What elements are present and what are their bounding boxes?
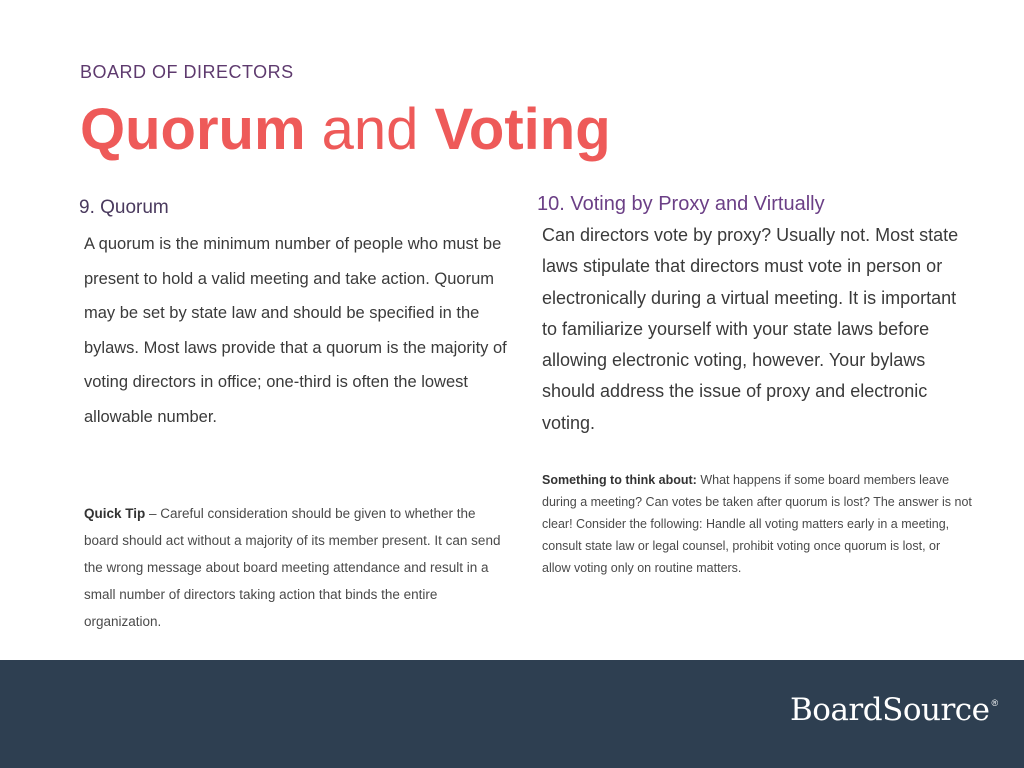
quorum-heading: 9. Quorum (79, 197, 169, 218)
page-title (80, 92, 611, 168)
title-word-and: and (305, 97, 435, 162)
quick-tip-text: – Careful consideration should be given to whether the board should act without a majority of its member present. It can send the wrong message about board meeting attendance and result in a small number of directors taking action that binds the entire organization. (84, 506, 501, 629)
think-about-note (542, 469, 972, 579)
think-about-label: Something to think about: (542, 473, 697, 487)
quorum-body: A quorum is the minimum number of people who must be present to hold a valid meeting and take action. Quorum may be set by state law and should be specified in the bylaws. Most laws provide that a quorum is the majority of voting directors in office; one-third is often the lowest allowable number. (84, 235, 507, 426)
title-word-quorum: Quorum (80, 97, 306, 162)
section-eyebrow: BOARD OF DIRECTORS (80, 62, 294, 82)
logo-wordmark: BoardSource (790, 692, 990, 728)
proxy-voting-heading: 10. Voting by Proxy and Virtually (537, 193, 825, 215)
quick-tip-label: Quick Tip (84, 506, 146, 521)
think-about-text: What happens if some board members leave during a meeting? Can votes be taken after quorum is lost? The answer is not clear! Consider the following: Handle all voting matters early in a meeting, consult state law or legal counsel, prohibit voting once quorum is lost, or allow voting only on routine matters. (542, 473, 972, 575)
boardsource-logo (790, 692, 998, 728)
proxy-voting-body: Can directors vote by proxy? Usually not. Most state laws stipulate that directors must vote in person or electronically during a virtual meeting. It is important to familiarize yourself with your state laws before allowing electronic voting, however. Your bylaws should address the issue of proxy and electronic voting. (542, 225, 959, 433)
quick-tip (84, 500, 504, 635)
registered-mark: ® (991, 698, 998, 708)
title-word-voting: Voting (434, 97, 611, 162)
